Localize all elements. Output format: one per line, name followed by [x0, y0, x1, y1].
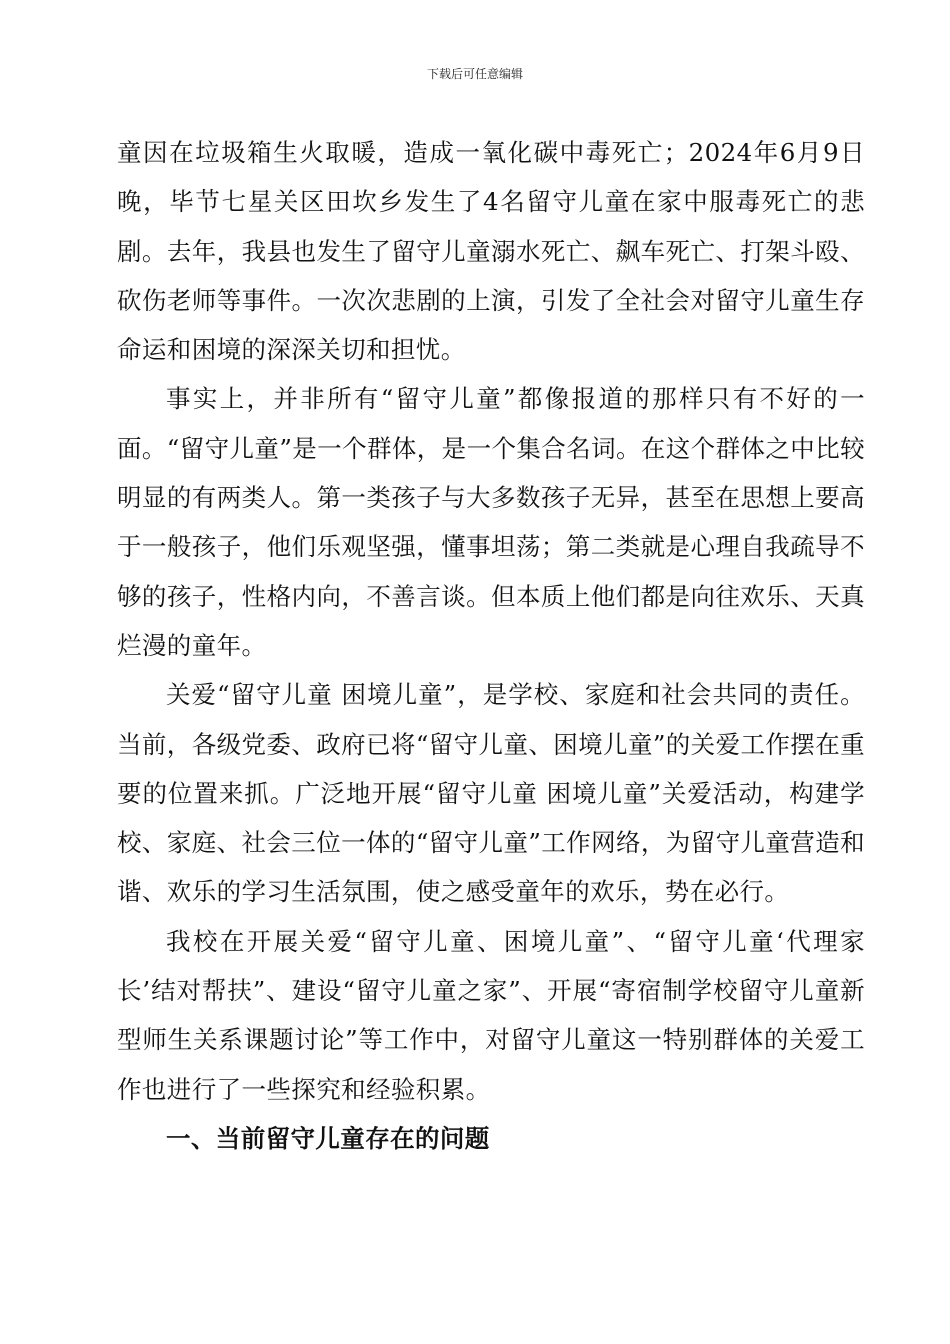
running-header: 下载后可任意编辑 [426, 67, 523, 81]
body-text [117, 128, 865, 1163]
paragraph-continuation: 童因在垃圾箱生火取暖，造成一氧化碳中毒死亡；2024年6月9日晚，毕节七星关区田坎乡发生了4名留守儿童在家中服毒死亡的悲剧。去年，我县也发生了留守儿童溺水死亡、飙车死亡、打架斗殴、砍伤老师等事件。一次次悲剧的上演，引发了全社会对留守儿童生存命运和困境的深深关切和担忧。 [117, 138, 865, 365]
paragraph-responsibility: 关爱“留守儿童 困境儿童”，是学校、家庭和社会共同的责任。当前，各级党委、政府已将“留守儿童、困境儿童”的关爱工作摆在重要的位置来抓。广泛地开展“留守儿童 困境儿童”关爱活动，构建学校、家庭、社会三位一体的“留守儿童”工作网络，为留守儿童营造和谐、欢乐的学习生活氛围，使之感受童年的欢乐，势在必行。 [117, 680, 865, 907]
section-heading: 一、当前留守儿童存在的问题 [166, 1123, 490, 1153]
paragraph-school-work: 我校在开展关爱“留守儿童、困境儿童”、“留守儿童‘代理家长’结对帮扶”、建设“留守儿童之家”、开展“寄宿制学校留守儿童新型师生关系课题讨论”等工作中，对留守儿童这一特别群体的关爱工作也进行了一些探究和经验积累。 [117, 926, 865, 1104]
paragraph-fact: 事实上，并非所有“留守儿童”都像报道的那样只有不好的一面。“留守儿童”是一个群体，是一个集合名词。在这个群体之中比较明显的有两类人。第一类孩子与大多数孩子无异，甚至在思想上要高于一般孩子，他们乐观坚强，懂事坦荡；第二类就是心理自我疏导不够的孩子，性格内向，不善言谈。但本质上他们都是向往欢乐、天真烂漫的童年。 [117, 384, 865, 660]
